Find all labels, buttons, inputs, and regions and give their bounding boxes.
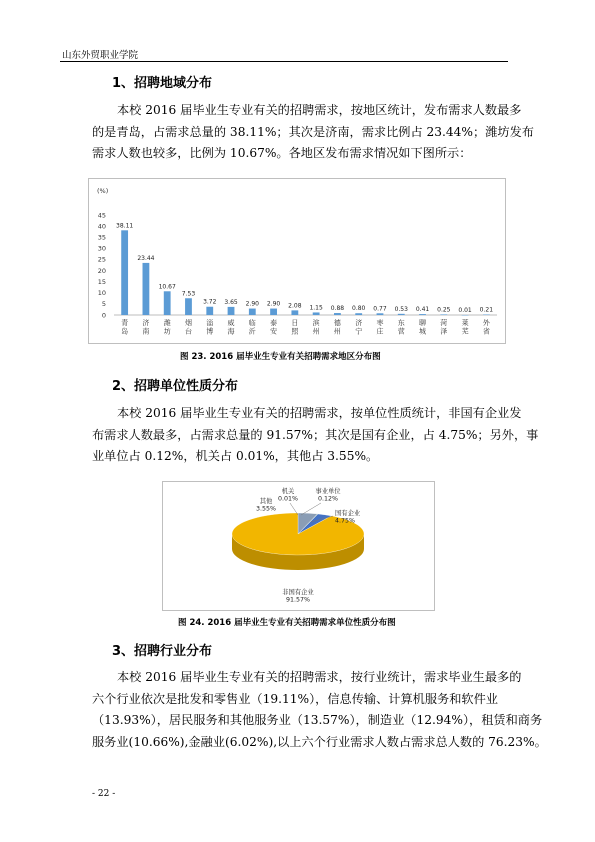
y-tick-label: 35: [97, 233, 106, 242]
x-tick-label: 庄: [376, 327, 384, 336]
section-heading-region: 1、招聘地域分布: [112, 76, 213, 91]
x-tick-label: 安: [270, 327, 278, 336]
figure-caption-23: 图 23. 2016 届毕业生专业有关招聘需求地区分布图: [180, 352, 381, 362]
x-tick-label: 博: [206, 327, 214, 336]
x-tick-label: 临: [248, 319, 256, 327]
pie-label-value: 91.57%: [285, 596, 311, 604]
bar-滨州: [313, 312, 320, 315]
y-tick-label: 10: [97, 289, 106, 298]
x-tick-label: 省: [482, 327, 490, 336]
x-tick-label: 枣: [376, 319, 384, 327]
x-tick-label: 芜: [461, 327, 469, 336]
pie-label-value: 0.01%: [277, 495, 299, 503]
pie-label-value: 0.12%: [317, 495, 339, 503]
bar-淄博: [206, 307, 213, 315]
pie-label-name: 国有企业: [335, 510, 361, 517]
bar-value-label: 0.01: [458, 306, 472, 314]
bar-烟台: [185, 298, 192, 315]
bar-value-label: 3.65: [224, 298, 238, 306]
x-tick-label: 青: [121, 319, 129, 327]
x-tick-label: 东: [397, 319, 405, 327]
x-tick-label: 岛: [121, 327, 129, 336]
x-tick-label: 烟: [184, 319, 192, 327]
bar-聊城: [419, 314, 426, 315]
bar-泰安: [270, 309, 277, 315]
x-tick-label: 州: [312, 327, 320, 336]
y-tick-label: 20: [97, 266, 106, 275]
section-heading-unit-type: 2、招聘单位性质分布: [112, 379, 239, 394]
x-tick-label: 南: [142, 327, 150, 336]
x-tick-label: 菏: [440, 319, 448, 327]
bar-value-label: 0.88: [330, 305, 345, 313]
pie-label-value: 4.75%: [335, 517, 356, 525]
bar-济宁: [355, 313, 362, 315]
x-tick-label: 沂: [248, 327, 256, 336]
y-tick-label: 45: [97, 211, 106, 220]
bar-威海: [228, 307, 235, 315]
bar-value-label: 10.67: [158, 283, 176, 291]
y-tick-label: 25: [97, 255, 106, 264]
bar-value-label: 0.25: [437, 306, 451, 314]
bar-枣庄: [377, 313, 384, 315]
bar-日照: [291, 310, 298, 315]
unit-type-pie-chart: [163, 482, 434, 610]
x-tick-label: 坊: [163, 327, 171, 336]
header-rule: [60, 61, 508, 62]
x-tick-label: 台: [184, 327, 192, 336]
bar-value-label: 2.90: [245, 300, 259, 308]
pie-label-name: 事业单位: [315, 488, 341, 495]
text-line: 本校 2016 届毕业生专业有关的招聘需求，按单位性质统计，非国有企业发: [117, 406, 522, 420]
pie-label-name: 其他: [259, 498, 273, 505]
x-tick-label: 滨: [312, 319, 320, 327]
x-tick-label: 济: [355, 319, 363, 327]
x-tick-label: 州: [333, 327, 341, 336]
text-line: 的是青岛，占需求总量的 38.11%；其次是济南，需求比例占 23.44%；潍坊发布: [92, 124, 534, 139]
text-line: 本校 2016 届毕业生专业有关的招聘需求，按地区统计，发布需求人数最多: [117, 103, 522, 117]
bar-value-label: 2.90: [266, 300, 281, 308]
document-header: 山东外贸职业学院: [62, 50, 139, 61]
x-tick-label: 德: [333, 319, 341, 327]
x-tick-label: 照: [291, 327, 299, 336]
bar-value-label: 0.21: [479, 306, 494, 314]
text-line: 本校 2016 届毕业生专业有关的招聘需求，按行业统计，需求毕业生最多的: [117, 670, 522, 684]
x-tick-label: 威: [227, 319, 235, 327]
paragraph-region: [92, 100, 534, 165]
x-tick-label: 宁: [355, 327, 363, 336]
x-tick-label: 海: [227, 327, 235, 336]
bar-value-label: 0.77: [373, 305, 387, 313]
bar-临沂: [249, 309, 256, 315]
unit-type-pie-chart-frame: [162, 481, 435, 611]
text-line: 六个行业依次是批发和零售业（19.11%），信息传输、计算机服务和软件业: [92, 691, 498, 706]
y-tick-label: 0: [101, 311, 106, 320]
pie-label-value: 3.55%: [255, 505, 277, 513]
text-line: 需求人数也较多，比例为 10.67%。各地区发布需求情况如下图所示：: [92, 146, 472, 160]
pie-label-name: 非国有企业: [282, 589, 314, 596]
x-tick-label: 济: [142, 319, 150, 327]
bar-菏泽: [440, 314, 447, 315]
bar-value-label: 0.53: [394, 305, 408, 313]
section-heading-industry: 3、招聘行业分布: [112, 644, 213, 659]
x-tick-label: 泽: [440, 327, 448, 336]
bar-value-label: 38.11: [116, 222, 134, 230]
y-axis-unit-label: (%): [97, 187, 109, 195]
bar-value-label: 1.15: [309, 304, 323, 312]
bar-德州: [334, 313, 341, 315]
text-line: 服务业(10.66%),金融业(6.02%),以上六个行业需求人数占需求总人数的 76.23%。: [92, 734, 547, 749]
page-number: - 22 -: [92, 789, 116, 799]
y-tick-label: 40: [97, 222, 106, 231]
bar-value-label: 23.44: [137, 254, 155, 262]
x-tick-label: 营: [397, 327, 405, 336]
x-tick-label: 聊: [419, 319, 427, 327]
text-line: （13.93%），居民服务和其他服务业（13.57%），制造业（12.94%），租赁和商务: [92, 713, 543, 727]
y-tick-label: 30: [97, 244, 106, 253]
bar-东营: [398, 314, 405, 315]
figure-caption-24: 图 24. 2016 届毕业生专业有关招聘需求单位性质分布图: [178, 618, 396, 628]
x-tick-label: 外: [482, 319, 490, 327]
region-bar-chart: [89, 179, 505, 343]
text-line: 业单位占 0.12%，机关占 0.01%，其他占 3.55%。: [92, 449, 379, 463]
y-tick-label: 5: [101, 300, 106, 309]
bar-青岛: [121, 230, 128, 315]
x-tick-label: 潍: [163, 319, 171, 327]
region-bar-chart-frame: [88, 178, 506, 344]
bar-value-label: 3.72: [203, 298, 217, 306]
x-tick-label: 泰: [270, 319, 278, 327]
bar-value-label: 0.80: [352, 305, 366, 313]
bar-济南: [143, 263, 150, 315]
bar-潍坊: [164, 291, 171, 315]
x-tick-label: 莱: [461, 319, 469, 327]
x-tick-label: 日: [291, 319, 299, 327]
paragraph-unit-type: [92, 403, 539, 468]
x-tick-label: 淄: [206, 319, 214, 327]
leader-line: [301, 503, 321, 515]
bar-value-label: 0.41: [415, 306, 430, 314]
pie-label-name: 机关: [281, 488, 295, 495]
y-tick-label: 15: [97, 277, 106, 286]
bar-value-label: 7.53: [181, 290, 196, 298]
bar-value-label: 2.08: [288, 302, 302, 310]
text-line: 布需求人数最多，占需求总量的 91.57%；其次是国有企业，占 4.75%；另外，事: [92, 427, 539, 442]
paragraph-industry: [92, 667, 547, 753]
x-tick-label: 城: [419, 327, 427, 336]
